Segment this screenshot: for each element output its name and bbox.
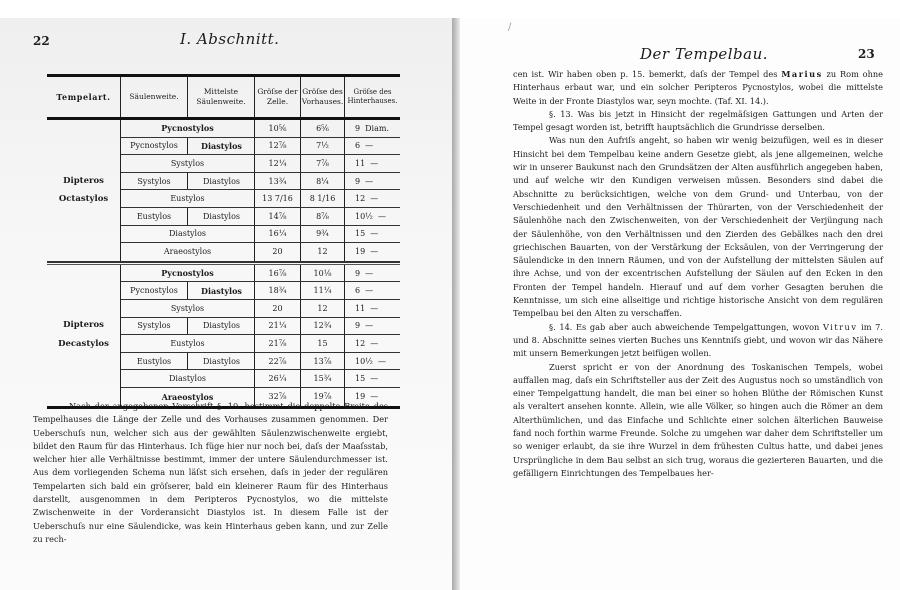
cell-weite: Systylos: [121, 173, 188, 190]
cell-vorhaus: 6⅚: [301, 120, 345, 138]
cell-vorhaus: 9¾: [301, 226, 345, 244]
table-header-row: [47, 77, 400, 117]
group-label-line1: Dipteros: [63, 175, 104, 186]
header-hinterhaus: Gröſse des Hinterhauses.: [347, 87, 398, 105]
paragraph-aufriss: [513, 134, 883, 320]
cell-hinter: [345, 318, 400, 336]
cell-vorhaus: 12¾: [301, 318, 345, 336]
hinter-value: 12: [355, 194, 366, 204]
hinter-value: 11: [355, 303, 366, 313]
hinter-unit: —: [370, 194, 379, 204]
cell-zelle: 21¼: [255, 318, 301, 336]
left-paragraph: Nach der angegebenen Vorschrift §. 10. bestimmt die doppelte Breite des Tempelhauses die Länge der Zelle und des Vorhauses zusammen genommen. Der Ueberschuſs nun, welcher sich aus der gewählten Säulenzwischenweite ergiebt, bildet den Raum für das Hinterhaus. Ich füge hier nur noch bei, daſs der Maaſsstab, welcher hier alle Verhältnisse bestimmt, immer der untere Säulendurchmesser ist. Aus dem vorliegenden Schema nun läſst sich ersehen, daſs in jeder der regulären Tempelarten sich bald ein gröſserer, bald ein kleinerer Raum für des Hinterhaus darstellt, ausgenommen in dem Peripteros Pycnostylos, wo die mittelste Zwischenweite in der Vorderansicht Diastylos ist. In diesem Falle ist der Ueberschuſs nur eine Säulendicke, was kein Hinterhaus geben kann, und zur Zelle zu rech-: [33, 401, 388, 544]
cell-vorhaus: 13⅞: [301, 353, 345, 371]
right-body-text: [513, 68, 883, 480]
cell-vorhaus: 10⅛: [301, 265, 345, 283]
cell-hinter: [345, 300, 400, 318]
cell-hinter: [345, 226, 400, 244]
text-run: §. 13. Was bis jetzt in Hinsicht der regelmäſsigen Gattungen und Arten der Tempel gesagt worden ist, betrifft hauptsächlich die Grundrisse derselben.: [513, 108, 883, 133]
cell-weite-split: [121, 208, 255, 226]
cell-mittelste: Diastylos: [202, 176, 241, 186]
cell-weite: Diastylos: [121, 370, 255, 388]
cell-weite: Pycnostylos: [121, 138, 188, 155]
left-body-text: [33, 400, 388, 546]
cell-hinter: [345, 282, 400, 300]
hinter-unit: —: [377, 211, 386, 221]
cell-hinter: [345, 243, 400, 261]
hinter-unit: —: [377, 356, 386, 366]
header-tempelart: Tempelart.: [47, 77, 121, 117]
cell-weite-split: [121, 138, 255, 156]
name-vitruv: Vitruv: [822, 321, 858, 332]
cell-vorhaus: 15¾: [301, 370, 345, 388]
hinter-unit: —: [370, 338, 379, 348]
cell-vorhaus: 7⅞: [301, 155, 345, 173]
hinter-value: 19: [355, 392, 366, 402]
cell-weite: Eustylos: [121, 190, 255, 208]
header-mittelste: Mittelste Säulenweite.: [188, 77, 255, 117]
header-saeulenweite: Säulenweite.: [121, 77, 188, 117]
cell-hinter: [345, 370, 400, 388]
hinter-value: 10½: [355, 356, 373, 366]
name-marius: Marius: [781, 69, 823, 79]
cell-weite: Eustylos: [121, 208, 188, 225]
cell-hinter: [345, 173, 400, 191]
text-run: cen ist. Wir haben oben p. 15. bemerkt, daſs der Tempel des: [513, 69, 782, 79]
running-title-left: I. Abschnitt.: [180, 30, 280, 48]
cell-hinter: [345, 335, 400, 353]
cell-hinter: [345, 120, 400, 138]
cell-hinter: [345, 138, 400, 156]
cell-zelle: 32⅞: [255, 388, 301, 406]
cell-vorhaus: 15: [301, 335, 345, 353]
page-number-right: 23: [858, 47, 875, 61]
cell-zelle: 14⅞: [255, 208, 301, 226]
text-run: Was nun den Aufriſs angeht, so haben wir wenig beizufügen, weil es in dieser Hinsicht bei dem Tempelbau keine andern Gesetze giebt, als jene allgemeinen, welche wir in unserer Baukunst nach den Grundsätzen der Alten ausführlich angegeben haben, und auf welche wir den Kundigen verweisen müssen. Besonders sind dabei die Abschnitte zu berücksichtigen, welche von dem Grund- und Unterbau, von der Verschiedenheit und den Verhältnissen der Thürarten, von der Verschiedenheit der Säulenhöhe nach den Zwischenweiten, von der Verschiedenheit der Verjüngung nach der Säulenhöhe, von den Verhältnissen und den Zierden des Gebälkes nach den drei griechischen Bauarten, von der Verstärkung der Ecksäulen, von der Verringerung der Säulendicke in den innern Räumen, und von der Aufstellung der mittelsten Säulen auf ihre Achse, und von der excentrischen Aufstellung der Säulen auf den Ecken in den Fronten der Tempel handeln. Hierauf und auf dem vorher Gesagten beruhen die Kenntnisse, um sich eine allseitige und richtige historische Ansicht von dem regulären Tempelbau bei den Alten zu verschaffen.: [513, 135, 883, 319]
hinter-unit: —: [370, 374, 379, 384]
cell-weite: Eustylos: [121, 335, 255, 353]
hinter-unit: —: [365, 286, 374, 296]
text-run: §. 14. Es gab aber auch abweichende Tempelgattungen, wovon: [549, 321, 823, 332]
cell-zelle: 12¼: [255, 155, 301, 173]
cell-weite: Araeostylos: [121, 388, 255, 406]
hinter-value: 6: [355, 286, 361, 296]
hinter-value: 10½: [355, 211, 373, 221]
cell-vorhaus: 8⅞: [301, 208, 345, 226]
cell-zelle: 26¼: [255, 370, 301, 388]
group-label: [47, 120, 121, 261]
cell-weite: Pycnostylos: [121, 282, 188, 299]
temple-proportions-table: [47, 74, 400, 409]
header-zelle: Gröſse der Zelle.: [255, 77, 301, 117]
group-label: [47, 265, 121, 406]
group-rows: [121, 265, 400, 406]
hinter-value: 9: [355, 321, 361, 331]
hinter-unit: —: [365, 268, 374, 278]
page-number-left: 22: [33, 34, 50, 48]
cell-hinter: [345, 353, 400, 371]
cell-vorhaus: 19⅞: [301, 388, 345, 406]
group-rows: [121, 120, 400, 261]
table-group-decastylos: [47, 265, 400, 406]
cell-hinter: [345, 265, 400, 283]
cell-zelle: 21⅞: [255, 335, 301, 353]
group-label-line1: Dipteros: [63, 320, 104, 331]
cell-mittelste: Diastylos: [201, 285, 242, 296]
cell-weite-split: [121, 282, 255, 300]
hinter-unit: —: [370, 303, 379, 313]
cell-mittelste: Diastylos: [202, 211, 241, 221]
cell-weite: Diastylos: [121, 226, 255, 244]
cell-vorhaus: 7½: [301, 138, 345, 156]
hinter-unit: —: [365, 321, 374, 331]
cell-weite: Systylos: [121, 300, 255, 318]
hinter-value: 9: [355, 123, 361, 133]
scan-mark: /: [508, 22, 512, 33]
running-title-right: Der Tempelbau.: [640, 45, 769, 63]
cell-zelle: 18¾: [255, 282, 301, 300]
cell-weite-split: [121, 173, 255, 191]
paragraph-continuation: [513, 68, 883, 108]
hinter-unit: —: [365, 141, 374, 151]
cell-weite: Eustylos: [121, 353, 188, 370]
cell-hinter: [345, 208, 400, 226]
cell-weite: Pycnostylos: [121, 120, 255, 138]
hinter-value: 6: [355, 141, 361, 151]
cell-weite-split: [121, 353, 255, 371]
paragraph-toskanisch: [513, 361, 883, 481]
cell-mittelste: Diastylos: [201, 140, 242, 151]
cell-mittelste: Diastylos: [202, 321, 241, 331]
cell-weite: Pycnostylos: [121, 265, 255, 283]
cell-hinter: [345, 190, 400, 208]
hinter-unit: —: [365, 176, 374, 186]
paragraph-section-13: [513, 108, 883, 135]
cell-vorhaus: 11¼: [301, 282, 345, 300]
cell-weite: Araeostylos: [121, 243, 255, 261]
cell-hinter: [345, 155, 400, 173]
text-run: Zuerst spricht er von der Anordnung des Toskanischen Tempels, wobei auffallen mag, daſs ein Schriftsteller aus der Zeit des Augustus noch so umständlich von einer Tempelgattung handelt, die man bei einer so hohen Blüthe der Römischen Kunst als veraltert ansehen konnte. Allein, wie alle Völker, so hingen auch die Römer an dem Alterthümlichen, und das Einfache und Schlichte einer solchen älterlichen Bauweise fand noch forthin warme Freunde. Solche zu umgehen war daher dem Schriftsteller um so weniger erlaubt, da sie ihre Wurzel in dem frühesten Cultus hatte, und dabei jenes Ursprüngliche in dem Bau selbst an sich trug, woraus die gezierteren Bauarten, und die gefälligern Einrichtungen des Tempelbaues her-: [513, 361, 883, 478]
hinter-unit: —: [370, 247, 379, 257]
hinter-value: 15: [355, 374, 366, 384]
cell-weite-split: [121, 318, 255, 336]
book-gutter: [452, 18, 460, 590]
header-vorhaus: Gröſse des Vorhauses.: [301, 77, 345, 117]
cell-zelle: 16⅞: [255, 265, 301, 283]
cell-vorhaus: 12: [301, 300, 345, 318]
cell-zelle: 20: [255, 300, 301, 318]
cell-zelle: 20: [255, 243, 301, 261]
cell-vorhaus: 8¼: [301, 173, 345, 191]
hinter-value: 19: [355, 247, 366, 257]
cell-zelle: 16¼: [255, 226, 301, 244]
text-run: zu Rom ohne Hinterhaus erbaut war, und ein solcher Peripteros Pycnostylos, wobei die mittelste Weite in der Fronte Diastylos war, seyn mochte. (Taf. XI. 14.).: [513, 69, 883, 106]
cell-zelle: 10⅚: [255, 120, 301, 138]
hinter-unit: —: [370, 392, 379, 402]
cell-zelle: 22⅞: [255, 353, 301, 371]
cell-zelle: 13¾: [255, 173, 301, 191]
hinter-unit: —: [370, 229, 379, 239]
cell-vorhaus: 8 1/16: [301, 190, 345, 208]
cell-zelle: 12⅞: [255, 138, 301, 156]
paragraph-section-14: [513, 321, 883, 361]
group-label-line2: Decastylos: [58, 339, 109, 350]
hinter-value: 9: [355, 176, 361, 186]
hinter-unit: —: [370, 158, 379, 168]
group-label-line2: Octastylos: [58, 194, 109, 205]
hinter-value: 11: [355, 158, 366, 168]
hinter-value: 15: [355, 229, 366, 239]
cell-weite: Systylos: [121, 155, 255, 173]
table-group-octastylos: [47, 120, 400, 261]
text-run: im 7. und 8. Abschnitte seines vierten Buches uns Kenntniſs giebt, und wovon wir das Nähere mit unsern Bemerkungen jetzt beifügen wollen.: [513, 321, 883, 359]
cell-vorhaus: 12: [301, 243, 345, 261]
cell-zelle: 13 7/16: [255, 190, 301, 208]
hinter-value: 9: [355, 268, 361, 278]
cell-weite: Systylos: [121, 318, 188, 335]
cell-mittelste: Diastylos: [202, 356, 241, 366]
hinter-value: 12: [355, 338, 366, 348]
hinter-unit: Diam.: [365, 123, 389, 133]
